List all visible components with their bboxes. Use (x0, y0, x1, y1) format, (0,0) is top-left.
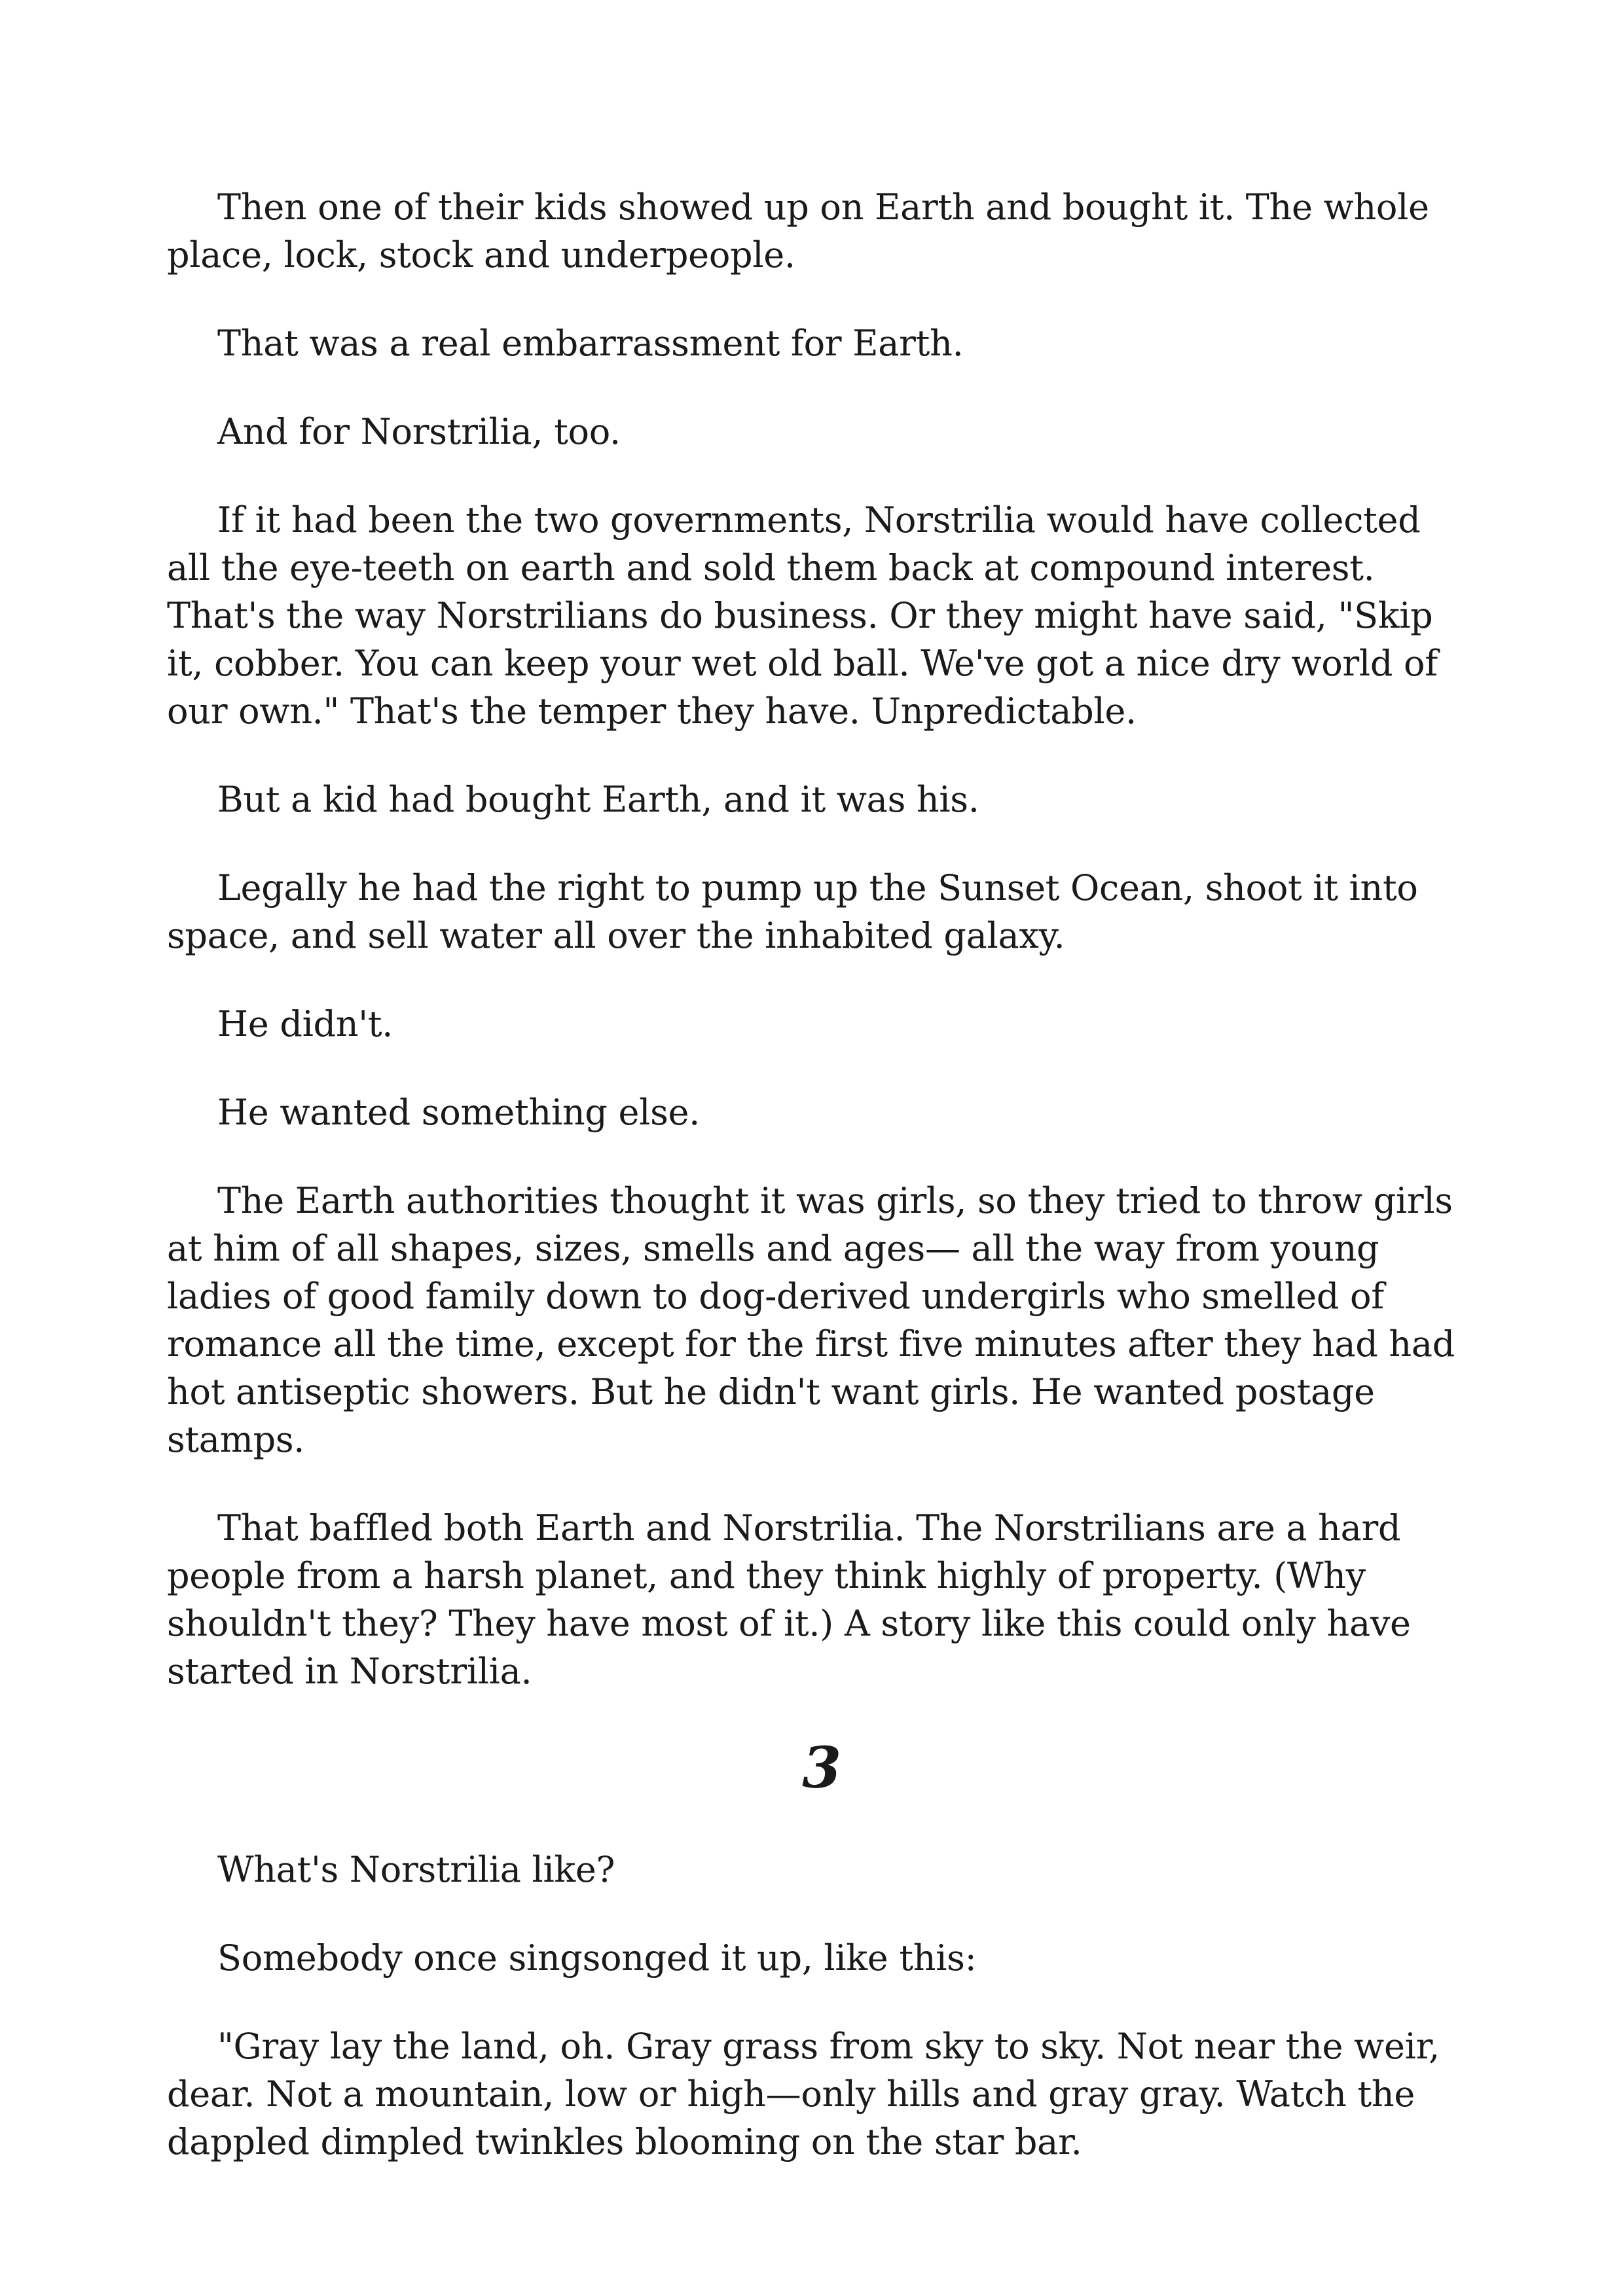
paragraph: But a kid had bought Earth, and it was his. (217, 779, 979, 820)
paragraph: That was a real embarrassment for Earth. (217, 323, 964, 364)
paragraph: Somebody once singsonged it up, like this: (217, 1937, 977, 1979)
chapter-number-heading: 3 (802, 1735, 841, 1801)
paragraph: What's Norstrilia like? (217, 1849, 615, 1890)
paragraph: And for Norstrilia, too. (217, 411, 621, 452)
paragraph: Then one of their kids showed up on Earth and bought it. The whole place, lock, stock and underpeople. (167, 187, 1429, 276)
paragraph: Legally he had the right to pump up the Sunset Ocean, shoot it into space, and sell water all over the inhabited galaxy. (167, 867, 1418, 956)
book-page (167, 183, 1470, 2206)
paragraph: He didn't. (217, 1003, 393, 1045)
paragraph: If it had been the two governments, Norstrilia would have collected all the eye-teeth on earth and sold them back at compound interest. That's the way Norstrilians do business. Or they might have said, "Skip it, cobber. You can keep your wet old ball. We've got a nice dry world of our own." That's the temper they have. Unpredictable. (167, 499, 1438, 732)
paragraph: That baffled both Earth and Norstrilia. The Norstrilians are a hard people from a harsh planet, and they think highly of property. (Why shouldn't they? They have most of it.) A story like this could only have started in Norstrilia. (167, 1507, 1411, 1692)
paragraph: He wanted something else. (217, 1092, 701, 1133)
paragraph: The Earth authorities thought it was girls, so they tried to throw girls at him of all shapes, sizes, smells and ages— all the way from young ladies of good family down to dog-derived undergirls who smelled of romance all the time, except for the first five minutes after they had had hot antiseptic showers. But he didn't want girls. He wanted postage stamps. (167, 1180, 1455, 1460)
paragraph: "Gray lay the land, oh. Gray grass from sky to sky. Not near the weir, dear. Not a mountain, low or high—only hills and gray gray. Watch the dappled dimpled twinkles blooming on the star bar. (167, 2026, 1440, 2162)
